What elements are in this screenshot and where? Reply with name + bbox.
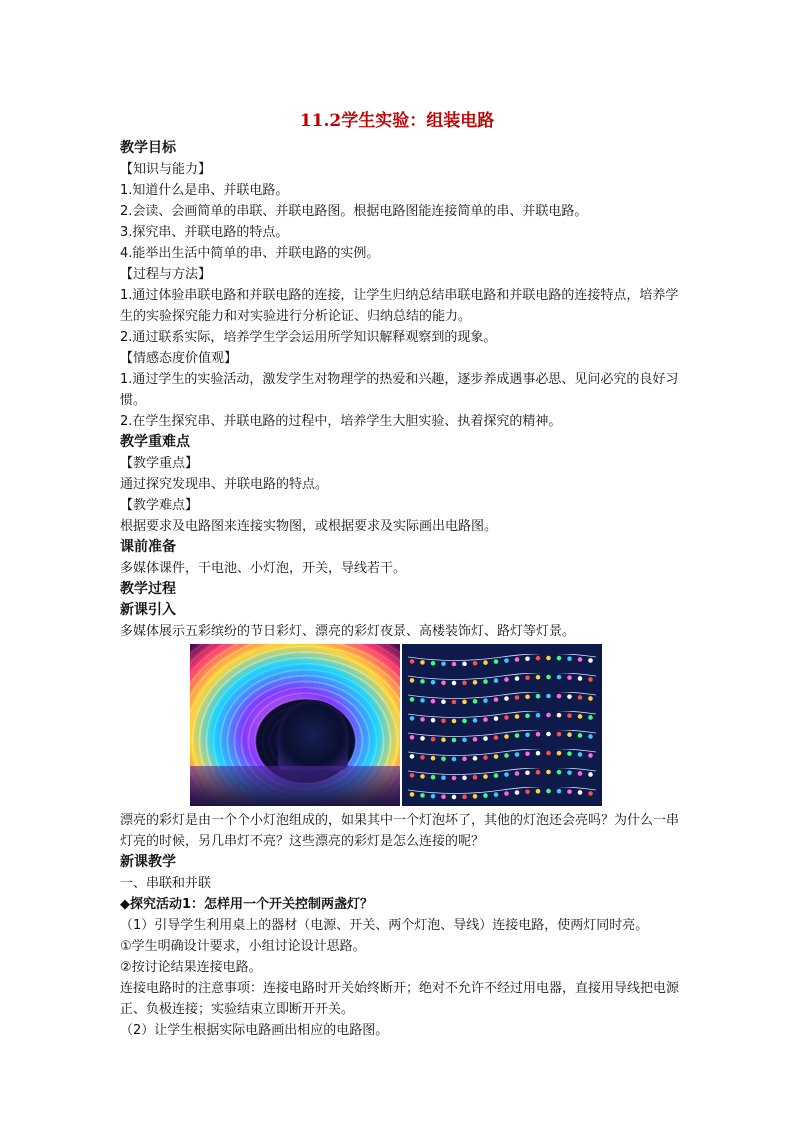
- tunnel-floor: [190, 766, 400, 806]
- text-line: （1）引导学生利用桌上的器材（电源、开关、两个灯泡、导线）连接电路，使两灯同时亮。: [120, 918, 649, 933]
- text-line: 4.能举出生活中简单的串、并联电路的实例。: [120, 246, 380, 261]
- text-line: 【过程与方法】: [120, 267, 212, 282]
- light-tunnel-image: [190, 644, 400, 806]
- text-line: 多媒体课件，干电池、小灯泡，开关，导线若干。: [120, 561, 407, 576]
- text-line: 2.在学生探究串、并联电路的过程中，培养学生大胆实验、执着探究的精神。: [120, 414, 562, 429]
- light-strand: [408, 711, 596, 721]
- text-line: 2.通过联系实际，培养学生学会运用所学知识解释观察到的现象。: [120, 330, 497, 345]
- text-line: 一、串联和并联: [120, 876, 212, 891]
- text-line: 【教学重点】: [120, 456, 199, 471]
- text-line: 根据要求及电路图来连接实物图，或根据要求及实际画出电路图。: [120, 519, 498, 534]
- text-line: 连接电路时的注意事项：连接电路时开关始终断开；绝对不允许不经过用电器，直接用导线把电源正、负极连接；实验结束立即断开开关。: [120, 981, 680, 1017]
- image-row: [190, 644, 685, 806]
- text-line: ①学生明确设计要求，小组讨论设计思路。: [120, 939, 366, 954]
- light-strand: [408, 692, 596, 702]
- section-heading: 教学重难点: [120, 434, 190, 450]
- text-line: 【情感态度价值观】: [120, 351, 238, 366]
- text-line: 2.会读、会画简单的串联、并联电路图。根据电路图能连接简单的串、并联电路。: [120, 204, 588, 219]
- document-body: [120, 138, 685, 1041]
- section-heading: 新课教学: [120, 854, 176, 870]
- light-strand: [408, 730, 596, 740]
- text-line: 漂亮的彩灯是由一个个小灯泡组成的，如果其中一个灯泡坏了，其他的灯泡还会亮吗？为什么一串灯亮的时候，另几串灯不亮？这些漂亮的彩灯是怎么连接的呢？: [120, 813, 680, 849]
- light-strand: [408, 749, 596, 759]
- text-line: 多媒体展示五彩缤纷的节日彩灯、漂亮的彩灯夜景、高楼装饰灯、路灯等灯景。: [120, 624, 576, 639]
- text-line: 1.知道什么是串、并联电路。: [120, 183, 289, 198]
- string-lights-image: [402, 644, 602, 806]
- text-block-2: [120, 810, 685, 1041]
- text-line: 【教学难点】: [120, 498, 199, 513]
- text-line: ②按讨论结果连接电路。: [120, 960, 262, 975]
- section-heading: 新课引入: [120, 602, 176, 618]
- light-strand: [408, 673, 596, 683]
- section-heading: 教学过程: [120, 581, 176, 597]
- light-strand: [408, 787, 596, 797]
- text-line: 3.探究串、并联电路的特点。: [120, 225, 289, 240]
- text-line: 通过探究发现串、并联电路的特点。: [120, 477, 329, 492]
- text-line: ◆探究活动1：怎样用一个开关控制两盏灯？: [120, 897, 374, 912]
- text-line: 1.通过学生的实验活动，激发学生对物理学的热爱和兴趣，逐步养成遇事必思、见问必究的良好习惯。: [120, 372, 679, 408]
- light-strand: [408, 768, 596, 778]
- text-line: （2）让学生根据实际电路画出相应的电路图。: [120, 1023, 389, 1038]
- light-strand: [408, 654, 596, 664]
- tunnel-opening: [278, 700, 348, 770]
- section-heading: 教学目标: [120, 140, 176, 156]
- text-line: 1.通过体验串联电路和并联电路的连接，让学生归纳总结串联电路和并联电路的连接特点，培养学生的实验探究能力和对实验进行分析论证、归纳总结的能力。: [120, 288, 679, 324]
- page-title: 11.2学生实验：组装电路: [299, 111, 495, 131]
- section-heading: 课前准备: [120, 539, 176, 555]
- text-line: 【知识与能力】: [120, 162, 212, 177]
- text-block-1: [120, 138, 685, 642]
